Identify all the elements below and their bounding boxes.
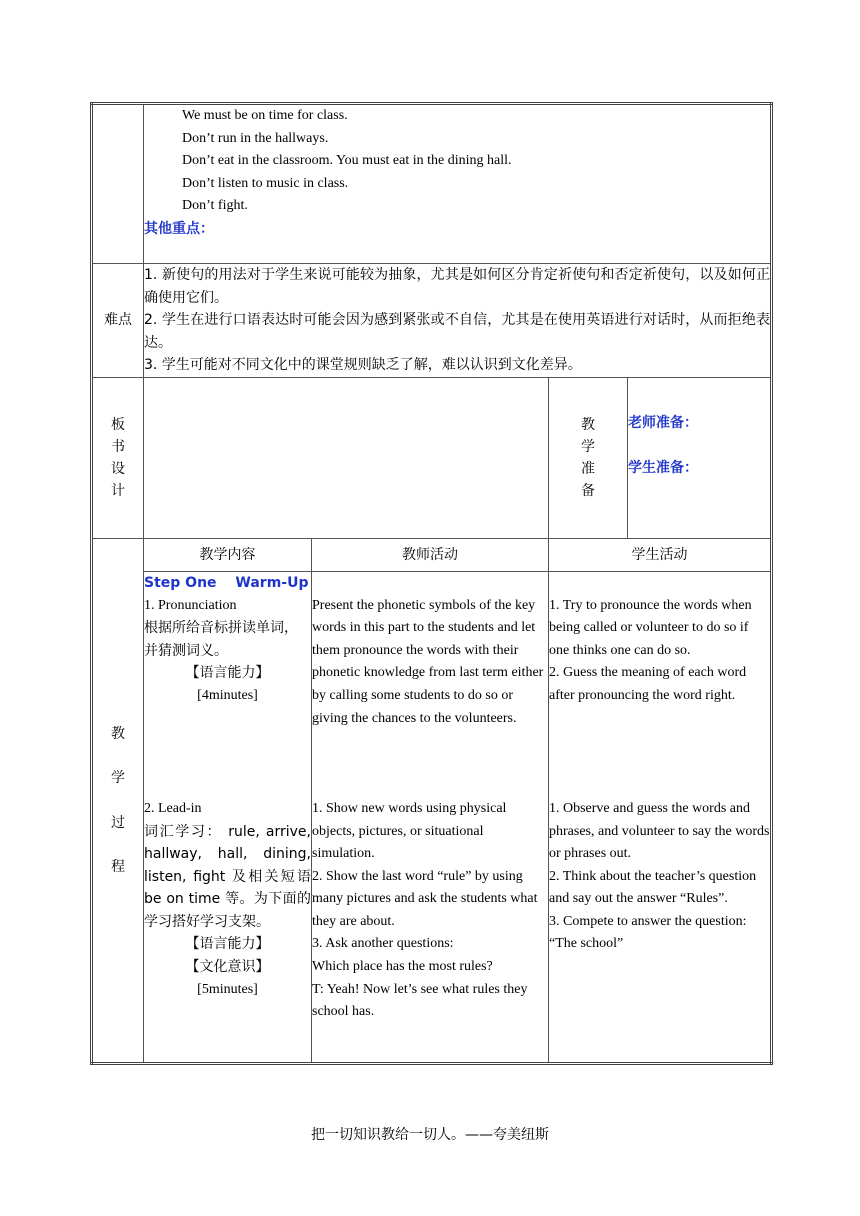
difficulty-content-cell <box>144 264 772 378</box>
student-activity-2-2: 2. Think about the teacher’s question and say out the answer “Rules”. <box>549 868 757 907</box>
block2-desc: 词汇学习： rule, arrive, hallway, hall, dining, listen, fight 及相关短语 be on time 等。为下面的学习搭好学习支架。 <box>144 823 311 930</box>
difficulty-row <box>92 264 772 378</box>
block1-time: [4minutes] <box>197 687 258 703</box>
focus-side-cell <box>92 104 144 264</box>
teaching-content-cell <box>144 571 312 1063</box>
header-content: 教学内容 <box>144 538 312 571</box>
student-activity-2-4: “The school” <box>549 936 624 952</box>
block2-ability-language: 【语言能力】 <box>185 936 270 953</box>
step-title: Step One Warm-Up <box>144 574 309 591</box>
block1-ability: 【语言能力】 <box>185 665 270 682</box>
block2-ability-culture: 【文化意识】 <box>185 959 270 976</box>
header-student: 学生活动 <box>549 538 772 571</box>
footer-quote: 把一切知识教给一切人。——夸美纽斯 <box>311 1127 549 1143</box>
other-focus-label: 其他重点： <box>144 220 214 237</box>
focus-line: Don’t eat in the classroom. You must eat in the dining hall. <box>182 153 512 169</box>
student-activity-1-1: 1. Try to pronounce the words when being called or volunteer to do so if one thinks one can do so. <box>549 597 752 658</box>
block1-desc: 根据所给音标拼读单词，并猜测词义。 <box>144 620 298 659</box>
teacher-activity-cell <box>312 571 549 1063</box>
process-header-row <box>92 538 772 571</box>
difficulty-item: 3. 学生可能对不同文化中的课堂规则缺乏了解，难以认识到文化差异。 <box>144 357 582 374</box>
difficulty-item: 2. 学生在进行口语表达时可能会因为感到紧张或不自信，尤其是在使用英语进行对话时，从而拒绝表达。 <box>144 312 770 351</box>
teacher-activity-2-4: Which place has the most rules? <box>312 959 493 975</box>
difficulty-label: 难点 <box>92 264 144 378</box>
student-activity-2-3: 3. Compete to answer the question: <box>549 913 747 929</box>
focus-line: We must be on time for class. <box>182 108 348 123</box>
teacher-activity-2-1: 1. Show new words using physical objects, pictures, or situational simulation. <box>312 800 507 862</box>
board-design-area <box>144 377 549 538</box>
block2-time: [5minutes] <box>197 981 258 997</box>
board-label: 板 书 设 计 <box>92 377 144 538</box>
student-activity-1-2: 2. Guess the meaning of each word after pronouncing the word right. <box>549 665 747 703</box>
prep-content-cell <box>628 377 772 538</box>
process-label: 教 学 过 程 <box>92 538 144 1063</box>
teacher-activity-1: Present the phonetic symbols of the key words in this part to the students and let them pronounce the words with their phonetic knowledge from last term either by calling some students to do so or giving the chances to the volunteers. <box>312 597 544 726</box>
lesson-plan-table <box>90 102 773 1065</box>
student-prep-label: 学生准备： <box>628 460 698 477</box>
block1-title: 1. Pronunciation <box>144 597 237 613</box>
board-row <box>92 377 772 538</box>
teacher-prep-label: 老师准备： <box>628 414 698 431</box>
header-teacher: 教师活动 <box>312 538 549 571</box>
focus-row <box>92 104 772 264</box>
teacher-activity-2-5: T: Yeah! Now let’s see what rules they school has. <box>312 981 528 1020</box>
focus-content-cell <box>144 104 772 264</box>
prep-label: 教 学 准 备 <box>549 377 628 538</box>
focus-line: Don’t listen to music in class. <box>182 175 349 191</box>
focus-line: Don’t run in the hallways. <box>182 130 329 146</box>
process-content-row <box>92 571 772 1063</box>
student-activity-cell <box>549 571 772 1063</box>
difficulty-item: 1. 新使句的用法对于学生来说可能较为抽象，尤其是如何区分肯定祈使句和否定祈使句，以及如何正确使用它们。 <box>144 267 770 306</box>
block2-title: 2. Lead-in <box>144 800 202 816</box>
teacher-activity-2-2: 2. Show the last word “rule” by using many pictures and ask the students what they are about. <box>312 868 538 929</box>
student-activity-2-1: 1. Observe and guess the words and phrases, and volunteer to say the words or phrases out. <box>549 800 770 862</box>
focus-line: Don’t fight. <box>182 198 248 214</box>
teacher-activity-2-3: 3. Ask another questions: <box>312 936 454 952</box>
